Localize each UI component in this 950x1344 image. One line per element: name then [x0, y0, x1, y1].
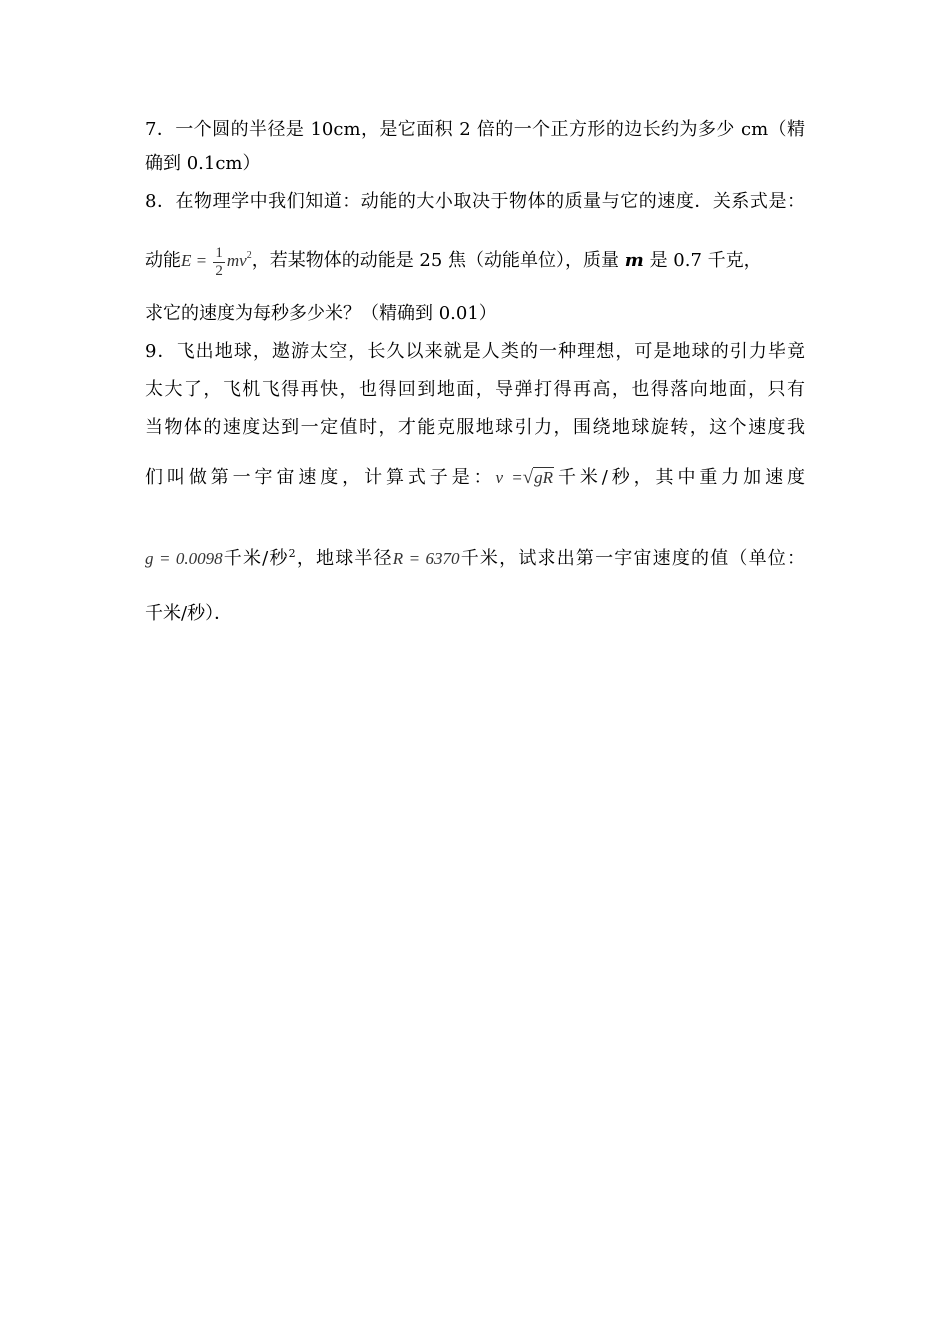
q9-line-5	[145, 542, 805, 571]
fraction-numerator: 1	[215, 244, 223, 261]
q9-line-6: 千米/秒）．	[145, 603, 233, 624]
q9-line-4-prefix: 们叫做第一宇宙速度，计算式子是：	[145, 467, 496, 488]
q8-line-2	[145, 244, 762, 280]
sqrt-expression	[523, 466, 554, 490]
formula-exponent: 2	[246, 250, 252, 261]
q9-line-5-unit: 千米/秒	[222, 548, 289, 569]
q9-line-2: 太大了，飞机飞得再快，也得回到地面，导弹打得再高，也得落向地面，只有	[145, 379, 805, 400]
q7-line-2: 确到 0.1cm）	[145, 153, 261, 174]
q9-line-5-mid: ，地球半径	[295, 548, 393, 569]
fraction-denominator: 2	[215, 262, 223, 279]
q8-line-2-prefix: 动能	[145, 250, 181, 271]
formula-e: E	[181, 251, 192, 270]
variable-m: m	[624, 250, 644, 271]
velocity-formula	[496, 468, 555, 487]
q8-line-1: 8．在物理学中我们知道：动能的大小取决于物体的质量与它的速度．关系式是：	[145, 191, 805, 212]
formula-equals: =	[195, 251, 208, 270]
q9-line-3: 当物体的速度达到一定值时，才能克服地球引力，围绕地球旋转，这个速度我	[145, 417, 805, 438]
q9-line-5-suffix: 千米，试求出第一宇宙速度的值（单位：	[459, 548, 805, 569]
q9-line-4	[145, 466, 805, 490]
fraction-one-half	[213, 245, 225, 280]
q9-line-1: 9．飞出地球，遨游太空，长久以来就是人类的一种理想，可是地球的引力毕竟	[145, 341, 805, 362]
sqrt-icon: √	[522, 467, 534, 488]
formula-mv: mv	[226, 251, 247, 270]
velocity-lhs: v =	[495, 468, 523, 487]
gravity-formula: g = 0.0098	[145, 549, 223, 568]
kinetic-energy-formula	[181, 244, 252, 279]
q8-line-3: 求它的速度为每秒多少米？（精确到 0.01）	[145, 303, 497, 324]
radius-formula: R = 6370	[392, 549, 460, 568]
q9-line-4-suffix: 千米/秒，其中重力加速度	[554, 467, 805, 488]
q8-line-2-suffix: 是 0.7 千克，	[649, 250, 762, 271]
sqrt-radicand: gR	[534, 468, 554, 487]
q8-line-2-middle: ，若某物体的动能是 25 焦（动能单位），质量	[251, 250, 620, 271]
unit-exponent: 2	[288, 547, 296, 560]
q7-line-1: 7．一个圆的半径是 10cm，是它面积 2 倍的一个正方形的边长约为多少 cm（精	[145, 119, 805, 140]
